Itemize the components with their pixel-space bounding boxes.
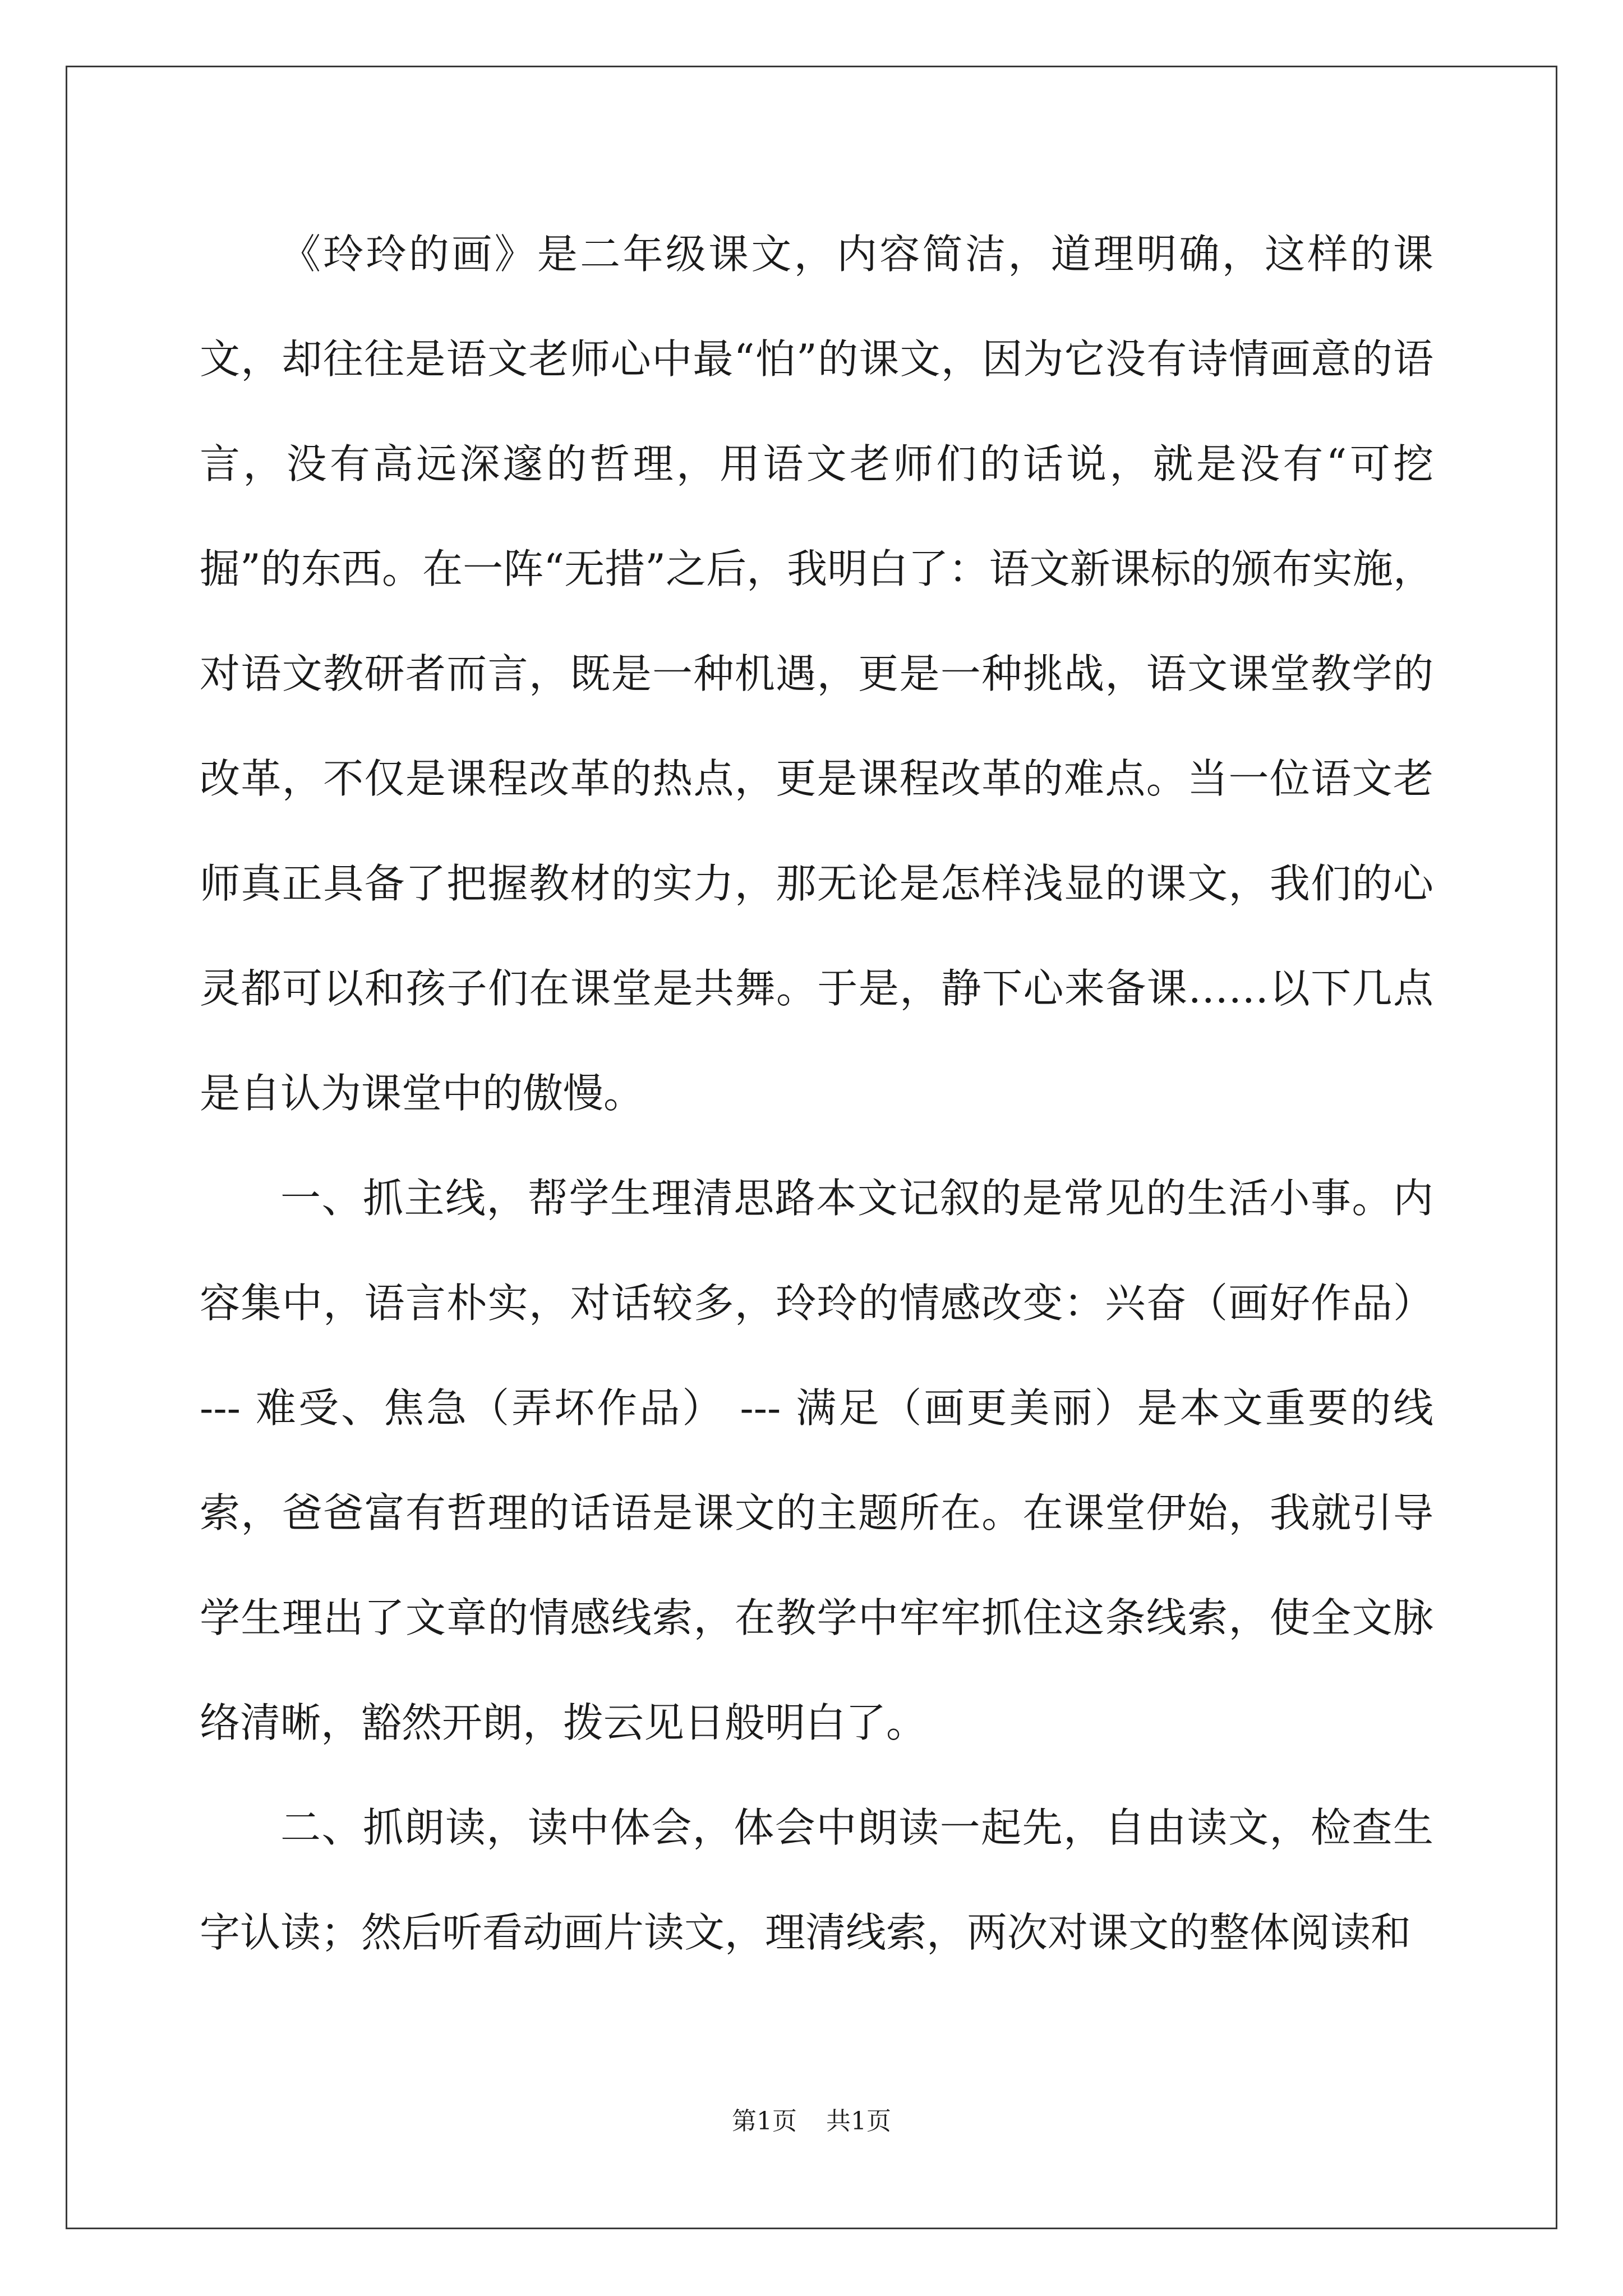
paragraph-2: 一、抓主线，帮学生理清思路本文记叙的是常见的生活小事。内容集中，语言朴实，对话较多，玲玲的情感改变：兴奋（画好作品） --- 难受、焦急（弄坏作品） --- 满足（画更美丽）是本文重要的线索，爸爸富有哲理的话语是课文的主题所在。在课堂伊始，我就引导学生理出了文章的情感线索，在教学中牢牢抓住这条线索，使全文脉络清晰，豁然开朗，拨云见日般明白了。 <box>200 1175 1433 1746</box>
paragraph-3: 二、抓朗读，读中体会，体会中朗读一起先，自由读文，检查生字认读；然后听看动画片读文，理清线索，两次对课文的整体阅读和 <box>200 1804 1433 1956</box>
document-body <box>200 202 1433 1985</box>
page-number-current: 第1页 <box>732 2107 797 2136</box>
page-number-total: 共1页 <box>826 2107 891 2136</box>
paragraph-1: 《玲玲的画》是二年级课文，内容简洁，道理明确，这样的课文，却往往是语文老师心中最“怕”的课文，因为它没有诗情画意的语言，没有高远深邃的哲理，用语文老师们的话说，就是没有“可挖掘”的东西。在一阵“无措”之后，我明白了：语文新课标的颁布实施，对语文教研者而言，既是一种机遇，更是一种挑战，语文课堂教学的改革，不仅是课程改革的热点，更是课程改革的难点。当一位语文老师真正具备了把握教材的实力，那无论是怎样浅显的课文，我们的心灵都可以和孩子们在课堂是共舞。于是，静下心来备课……以下几点是自认为课堂中的傲慢。 <box>200 231 1433 1117</box>
page-footer <box>0 2101 1623 2137</box>
